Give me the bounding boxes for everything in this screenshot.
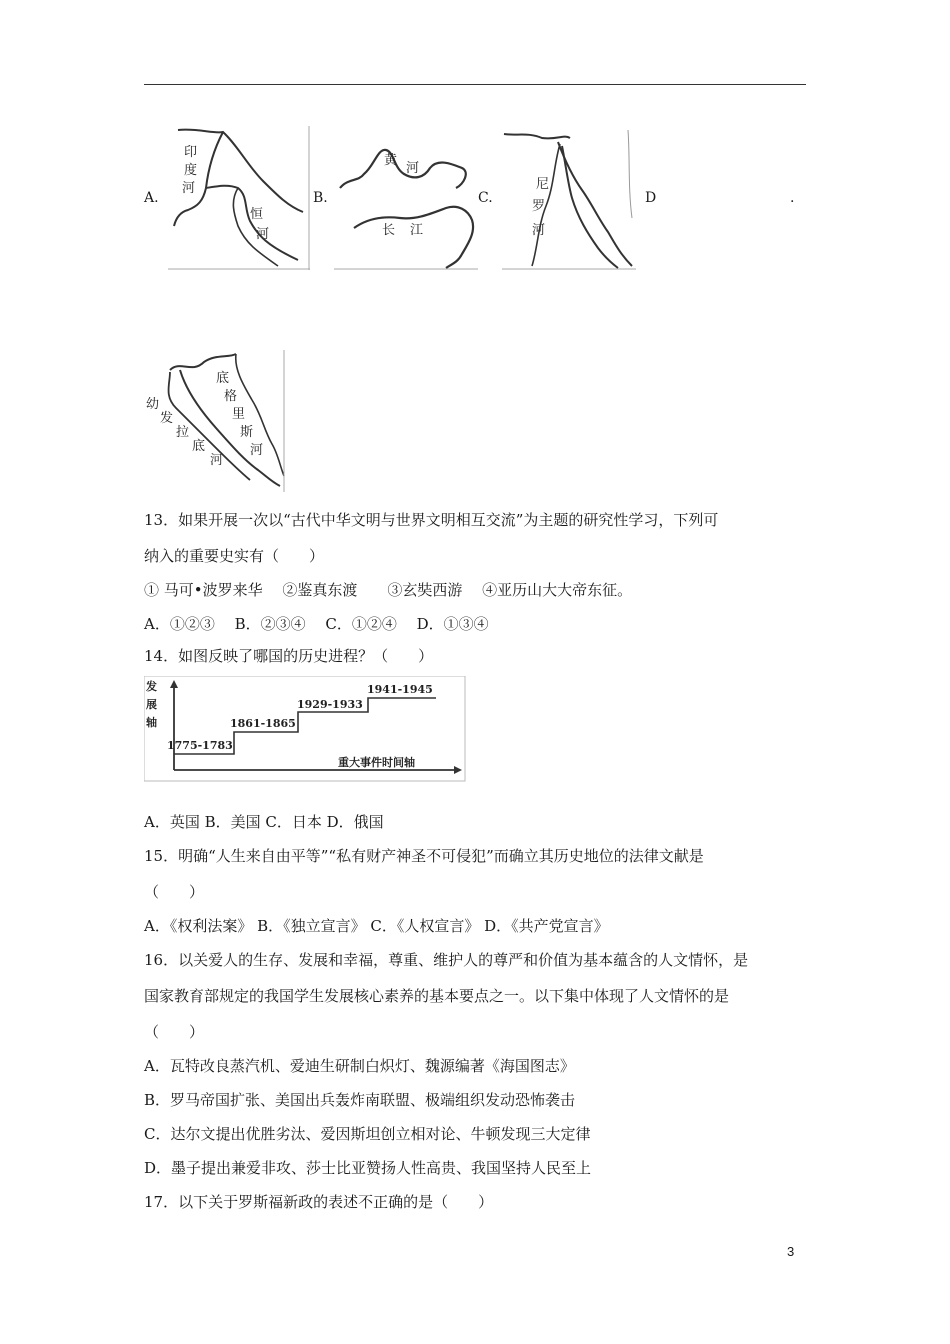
q17-stem: 17．以下关于罗斯福新政的表述不正确的是（ ） — [144, 1193, 494, 1211]
map-a-label-3: 河 — [182, 181, 196, 196]
map-nile — [502, 128, 636, 270]
map-b-label-3: 长 — [382, 223, 396, 238]
option-c-label: C. — [478, 190, 493, 206]
map-d-label-9: 底 — [192, 439, 206, 454]
header-rule — [144, 84, 806, 85]
q16-stem-line2: 国家教育部规定的我国学生发展核心素养的基本要点之一。以下集中体现了人文情怀的是 — [144, 987, 730, 1005]
option-a-label: A. — [144, 190, 159, 206]
map-b-label-1: 黄 — [384, 153, 398, 168]
map-yellow-yangtze — [334, 138, 478, 270]
option-b-label: B. — [313, 190, 328, 206]
map-b-label-4: 江 — [410, 223, 424, 238]
chart-step-2: 1861-1865 — [230, 717, 296, 730]
map-d-label-2: 格 — [224, 389, 238, 404]
q13-stem-line2: 纳入的重要史实有（ ） — [144, 547, 325, 565]
map-d-label-1: 底 — [216, 371, 230, 386]
map-tigris-euphrates — [140, 350, 286, 492]
q14-choices: A．英国 B．美国 C．日本 D．俄国 — [144, 813, 384, 831]
option-d-label: D — [645, 190, 657, 206]
map-c-label-2: 罗 — [532, 199, 546, 214]
map-c-label-1: 尼 — [536, 177, 550, 192]
map-d-label-10: 河 — [210, 453, 224, 468]
map-a-label-5: 河 — [256, 227, 270, 242]
q16-option-d: D．墨子提出兼爱非攻、莎士比亚赞扬人性高贵、我国坚持人民至上 — [144, 1159, 592, 1177]
page-number: 3 — [787, 1244, 795, 1259]
map-d-label-3: 里 — [232, 407, 246, 422]
chart-ylabel-1: 发 — [146, 680, 157, 693]
map-d-label-5: 河 — [250, 443, 264, 458]
q15-stem-line2: （ ） — [144, 883, 205, 901]
map-a-label-2: 度 — [184, 163, 198, 178]
map-d-label-6: 幼 — [146, 397, 160, 412]
q14-step-chart — [144, 676, 466, 782]
map-d-label-8: 拉 — [176, 425, 190, 440]
q16-stem-line1: 16．以关爱人的生存、发展和幸福，尊重、维护人的尊严和价值为基本蕴含的人文情怀，是 — [144, 951, 749, 969]
map-b-label-2: 河 — [406, 161, 420, 176]
option-d-dot: . — [790, 190, 795, 206]
map-d-label-7: 发 — [160, 411, 174, 426]
q15-stem-line1: 15．明确“人生来自由平等”“私有财产神圣不可侵犯”而确立其历史地位的法律文献是 — [144, 847, 704, 865]
chart-step-1: 1775-1783 — [167, 739, 233, 752]
q15-choices: A．《权利法案》 B．《独立宣言》 C．《人权宣言》 D．《共产党宣言》 — [144, 917, 609, 935]
map-a-label-1: 印 — [184, 145, 198, 160]
map-c-label-3: 河 — [532, 223, 546, 238]
q16-option-c: C．达尔文提出优胜劣汰、爱因斯坦创立相对论、牛顿发现三大定律 — [144, 1125, 591, 1143]
q13-choices: A．①②③ B．②③④ C．①②④ D．①③④ — [144, 615, 489, 633]
q16-option-a: A．瓦特改良蒸汽机、爱迪生研制白炽灯、魏源编著《海国图志》 — [144, 1057, 575, 1075]
chart-step-3: 1929-1933 — [297, 698, 363, 711]
q13-stem-line1: 13．如果开展一次以“古代中华文明与世界文明相互交流”为主题的研究性学习，下列可 — [144, 511, 719, 529]
map-indus-ganges — [168, 126, 310, 270]
q16-stem-line3: （ ） — [144, 1023, 205, 1041]
q13-items: ① 马可•波罗来华 ②鉴真东渡 ③玄奘西游 ④亚历山大大帝东征。 — [144, 581, 633, 599]
chart-step-4: 1941-1945 — [367, 683, 433, 696]
chart-ylabel-3: 轴 — [146, 716, 157, 729]
chart-xlabel: 重大事件时间轴 — [338, 756, 415, 769]
q16-option-b: B．罗马帝国扩张、美国出兵轰炸南联盟、极端组织发动恐怖袭击 — [144, 1091, 576, 1109]
chart-ylabel-2: 展 — [146, 698, 157, 711]
map-d-label-4: 斯 — [240, 425, 254, 440]
q14-stem: 14．如图反映了哪国的历史进程？（ ） — [144, 647, 434, 665]
map-a-label-4: 恒 — [250, 207, 264, 222]
